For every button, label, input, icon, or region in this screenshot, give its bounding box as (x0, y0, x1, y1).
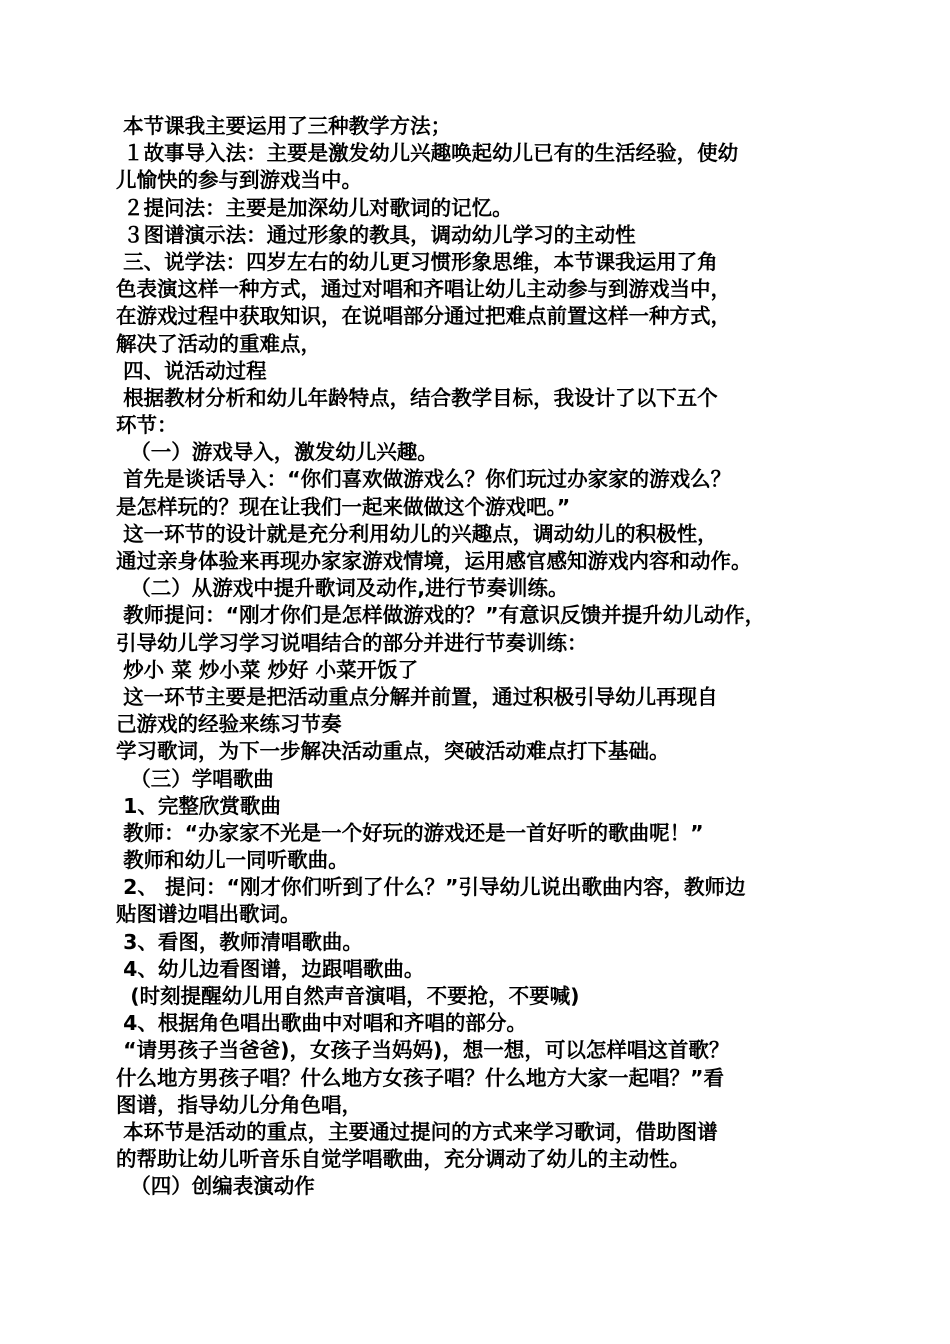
text-line: 本节课我主要运用了三种教学方法； (116, 114, 452, 138)
text-line: 4、幼儿边看图谱，边跟唱歌曲。 (116, 956, 425, 981)
text-line: 教师和幼儿一同听歌曲。 (116, 848, 349, 873)
text-line: 环节： (116, 413, 178, 438)
text-line: 什么地方男孩子唱？什么地方女孩子唱？什么地方大家一起唱？”看 (116, 1065, 724, 1090)
text-line: 三、说学法：四岁左右的幼儿更习惯形象思维，本节课我运用了角 (116, 249, 718, 274)
text-line: （三）学唱歌曲 (116, 766, 274, 791)
text-line: 本环节是活动的重点，主要通过提问的方式来学习歌词，借助图谱 (116, 1119, 718, 1144)
document-body (116, 113, 856, 1201)
text-line: （二）从游戏中提升歌词及动作,进行节奏训练。 (116, 576, 569, 601)
text-line: 引导幼儿学习学习说唱结合的部分并进行节奏训练： (116, 630, 588, 655)
text-line: ２提问法：主要是加深幼儿对歌词的记忆。 (116, 195, 513, 220)
text-line: 贴图谱边唱出歌词。 (116, 902, 301, 927)
text-line: “请男孩子当爸爸)，女孩子当妈妈)，想一想，可以怎样唱这首歌？ (116, 1038, 730, 1063)
text-line: (时刻提醒幼儿用自然声音演唱，不要抢，不要喊) (116, 984, 580, 1008)
text-line: 这一环节主要是把活动重点分解并前置，通过积极引导幼儿再现自 (116, 684, 718, 709)
text-line: （一）游戏导入，激发幼儿兴趣。 (116, 440, 438, 465)
text-line: ３图谱演示法：通过形象的教具，调动幼儿学习的主动性 (116, 222, 636, 247)
text-line: 己游戏的经验来练习节奏 (116, 712, 342, 737)
text-line: 的帮助让幼儿听音乐自觉学唱歌曲，充分调动了幼儿的主动性。 (116, 1147, 690, 1172)
text-line: （四）创编表演动作 (116, 1174, 315, 1199)
text-line: １故事导入法：主要是激发幼儿兴趣唤起幼儿已有的生活经验，使幼 (116, 141, 739, 166)
text-line: 在游戏过程中获取知识，在说唱部分通过把难点前置这样一种方式， (116, 304, 731, 329)
text-line: 首先是谈话导入：“你们喜欢做游戏么？你们玩过办家家的游戏么？ (116, 467, 732, 492)
text-line: 图谱，指导幼儿分角色唱， (116, 1092, 362, 1117)
text-line: 2、 提问：“刚才你们听到了什么？”引导幼儿说出歌曲内容，教师边 (116, 875, 746, 900)
text-line: 这一环节的设计就是充分利用幼儿的兴趣点，调动幼儿的积极性， (116, 521, 718, 546)
text-line: 教师：“办家家不光是一个好玩的游戏还是一首好听的歌曲呢！” (116, 820, 704, 845)
text-line: 3、看图，教师清唱歌曲。 (116, 929, 363, 954)
text-line: 通过亲身体验来再现办家家游戏情境，运用感官感知游戏内容和动作。 (116, 549, 752, 573)
text-line: 教师提问：“刚才你们是怎样做游戏的？”有意识反馈并提升幼儿动作， (116, 603, 766, 628)
text-line: 是怎样玩的？现在让我们一起来做做这个游戏吧。” (116, 494, 571, 519)
text-line: 解决了活动的重难点， (116, 331, 321, 356)
text-line: 儿愉快的参与到游戏当中。 (116, 168, 362, 193)
text-line: 4、根据角色唱出歌曲中对唱和齐唱的部分。 (116, 1011, 527, 1036)
text-line: 色表演这样一种方式，通过对唱和齐唱让幼儿主动参与到游戏当中， (116, 277, 731, 302)
text-line: 根据教材分析和幼儿年龄特点，结合教学目标，我设计了以下五个 (116, 385, 718, 410)
text-line: 炒小 菜 炒小菜 炒好 小菜开饭了 (116, 657, 419, 682)
text-line: 学习歌词，为下一步解决活动重点，突破活动难点打下基础。 (116, 739, 670, 764)
text-line: 四、说活动过程 (116, 358, 267, 383)
text-line: 1、完整欣赏歌曲 (116, 793, 281, 818)
